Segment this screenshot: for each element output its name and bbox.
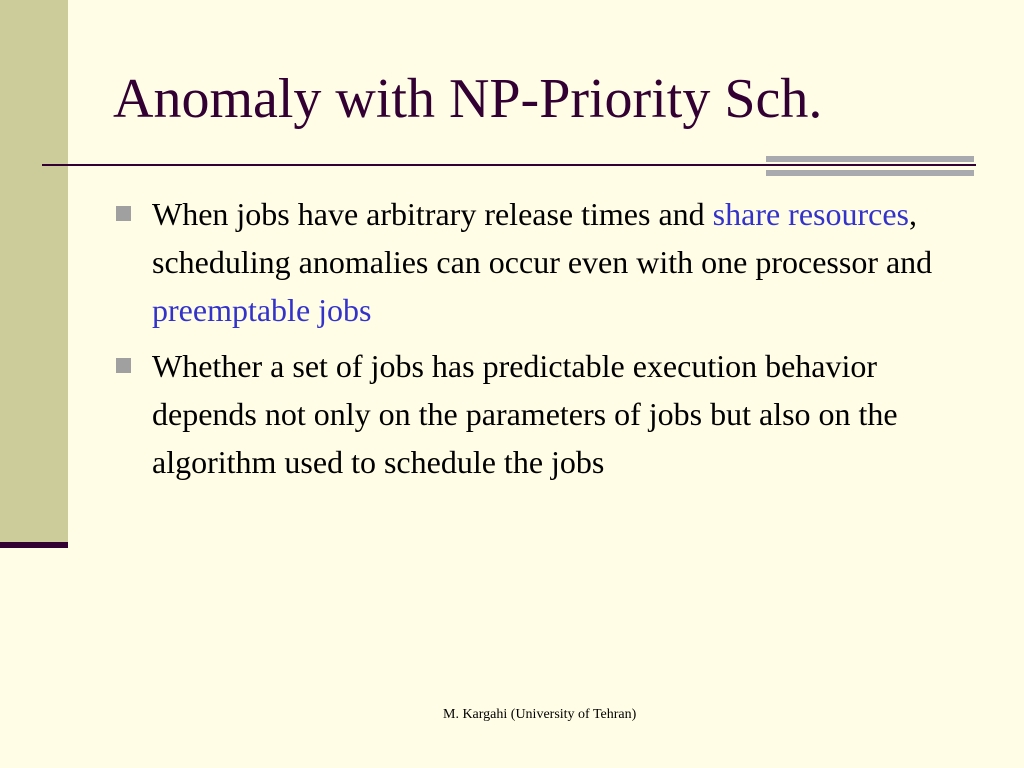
bullet-text: Whether a set of jobs has predictable execution behavior depends not only on the parameters of jobs but also on the algorithm used to schedule the jobs (152, 348, 898, 480)
square-bullet-icon (116, 358, 131, 373)
gray-bar (766, 170, 974, 176)
bullet-item (112, 342, 972, 486)
bullet-item (112, 190, 972, 334)
bullet-list (112, 190, 972, 494)
gray-bar (766, 156, 974, 162)
bullet-text: , scheduling anomalies can occur even with one processor and (152, 196, 933, 280)
left-accent-underline (0, 542, 68, 548)
decorative-gray-bars (766, 156, 974, 178)
highlight-text: share resources (712, 196, 909, 232)
highlight-text: preemptable jobs (152, 292, 372, 328)
bullet-text: When jobs have arbitrary release times and (152, 196, 713, 232)
slide-footer: M. Kargahi (University of Tehran) (443, 707, 637, 722)
left-accent-bar (0, 0, 68, 544)
square-bullet-icon (116, 206, 131, 221)
slide-title: Anomaly with NP-Priority Sch. (113, 68, 823, 130)
